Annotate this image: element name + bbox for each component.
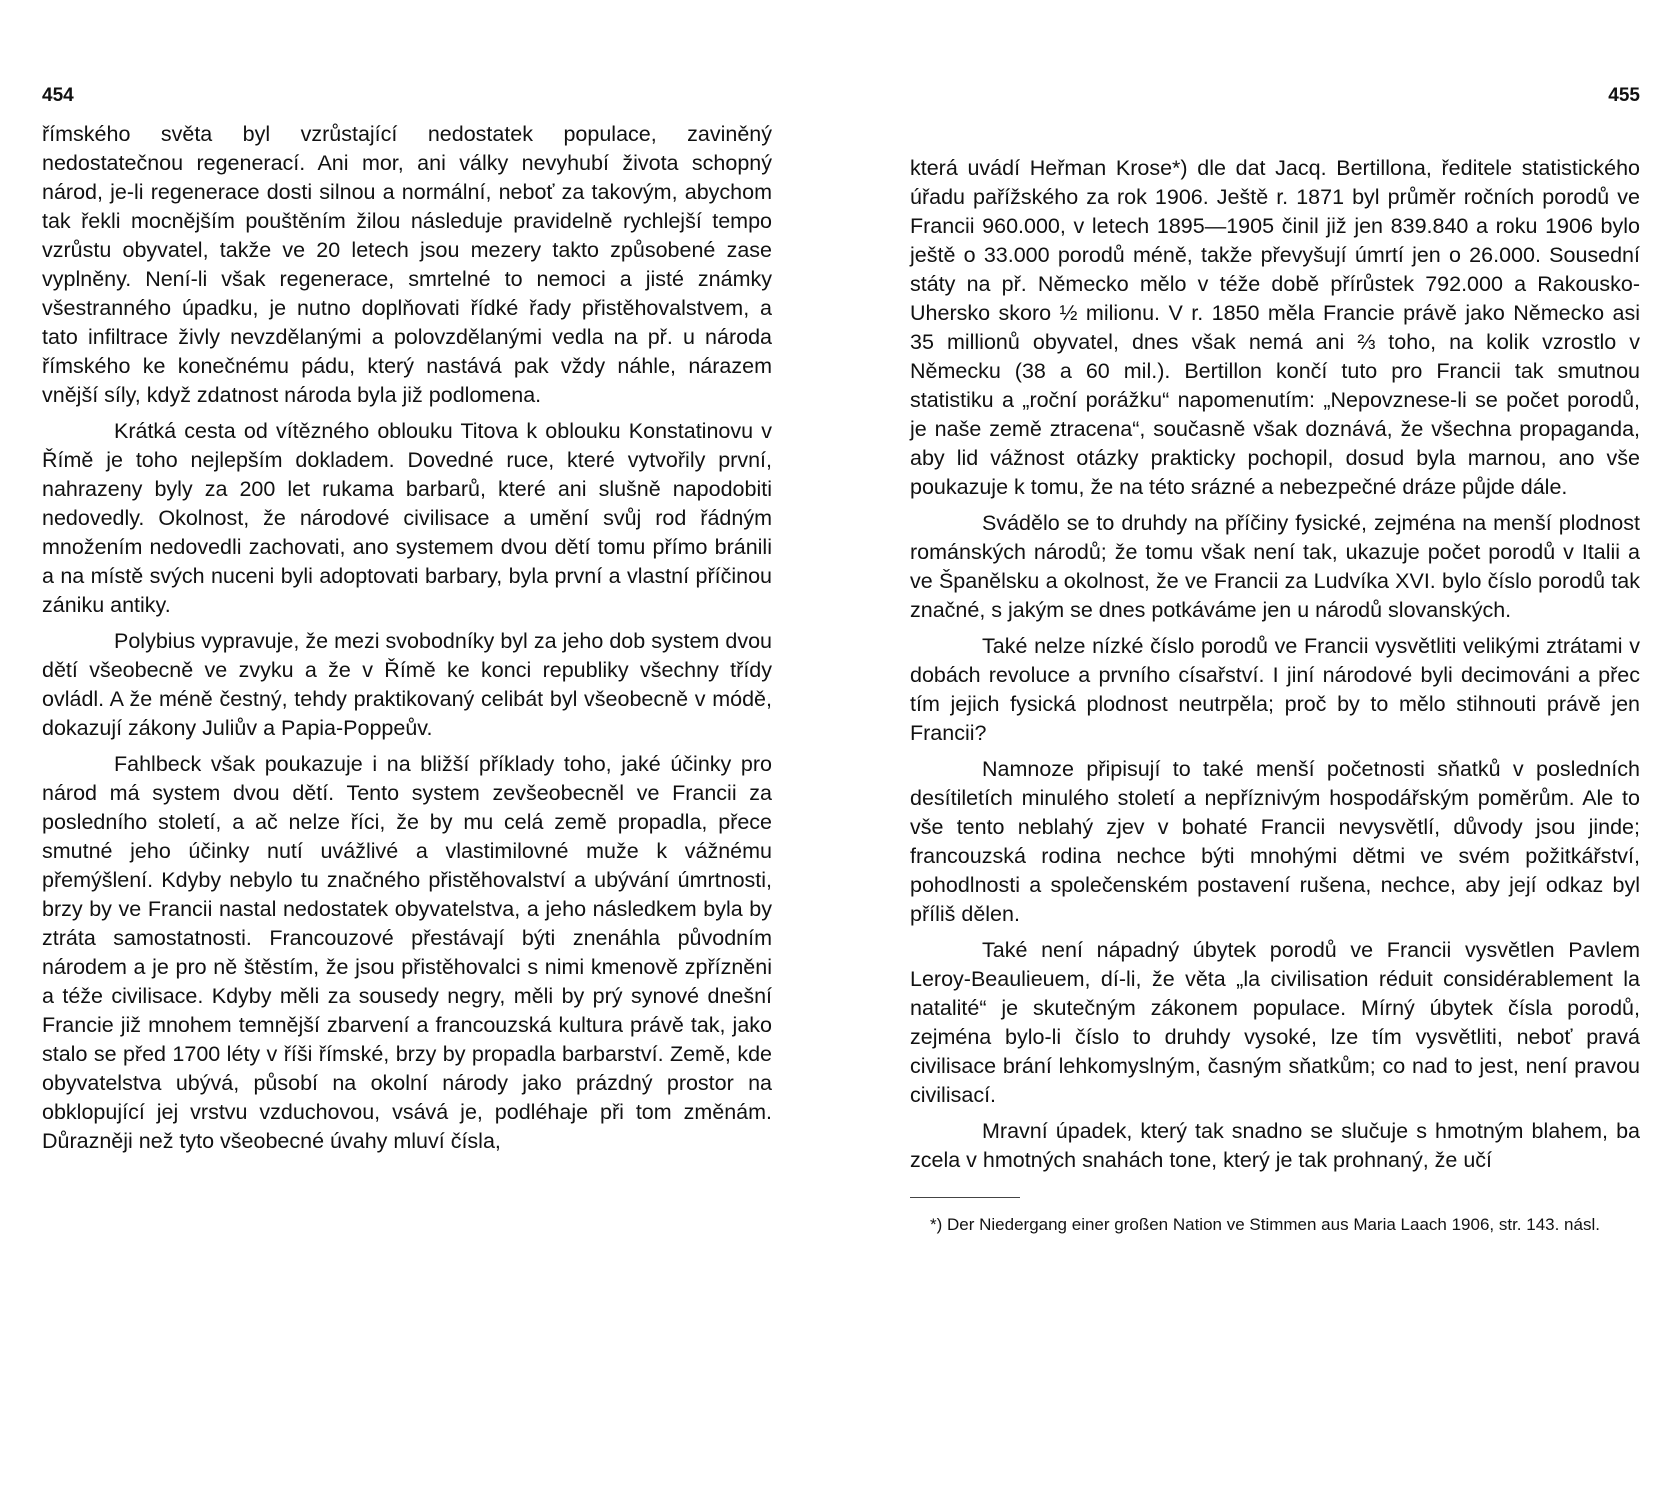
right-page: [910, 78, 1640, 1237]
paragraph: která uvádí Heřman Krose*) dle dat Jacq. Bertillona, ředitele statistického úřadu pařížského za rok 1906. Ještě r. 1871 byl průměr ročních porodů ve Francii 960.000, v letech 1895—1905 činil již jen 839.840 a roku 1906 bylo ještě o 33.000 porodů méně, takže převyšují úmrtí jen o 26.000. Sousední státy na př. Německo mělo v téže době přírůstek 792.000 a Rakousko-Uhersko skoro ½ milionu. V r. 1850 měla Francie právě jako Německo asi 35 millionů obyvatel, dnes však nemá ani ⅔ toho, na kolik vzrostlo v Německu (38 a 60 mil.). Bertillon končí tuto pro Francii tak smutnou statistiku a „roční porážku“ napomenutím: „Nepovznese-li se počet porodů, je naše země ztracena“, současně však doznává, že všechna propaganda, aby lid vážnost otázky prakticky pochopil, dosud byla marnou, ano vše poukazuje k tomu, že na této srázné a nebezpečné dráze půjde dále.: [910, 156, 1640, 499]
paragraph: Svádělo se to druhdy na příčiny fysické, zejména na menší plodnost románských národů; že tomu však není tak, ukazuje počet porodů v Italii a ve Španělsku a okolnost, že ve Francii za Ludvíka XVI. bylo číslo porodů tak značné, s jakým se dnes potkáváme jen u národů slovanských.: [910, 511, 1640, 622]
footnote-divider: [910, 1197, 1020, 1198]
paragraph: Mravní úpadek, který tak snadno se slučuje s hmotným blahem, ba zcela v hmotných snahách tone, který je tak prohnaný, že učí: [910, 1119, 1640, 1172]
paragraph: římského světa byl vzrůstající nedostatek populace, zaviněný nedostatečnou regenerací. Ani mor, ani války nevyhubí života schopný národ, je-li regenerace dosti silnou a normální, neboť za takovým, abychom tak řekli mocnějším pouštěním žilou následuje pravidelně rychlejší tempo vzrůstu obyvatel, takže ve 20 letech jsou mezery takto způsobené zase vyplněny. Není-li však regenerace, smrtelné to nemoci a jisté známky všestranného úpadku, je nutno doplňovati řídké řady přistěhovalstvem, a tato infiltrace živly nevzdělanými a polovzdělanými vedla na př. u národa římského ke konečnému pádu, který nastává pak vždy náhle, nárazem vnější síly, když zdatnost národa byla již podlomena.: [42, 122, 772, 407]
paragraph: Také není nápadný úbytek porodů ve Francii vysvětlen Pavlem Leroy-Beaulieuem, dí-li, že věta „la civilisation réduit considérablement la natalité“ je skutečným zákonem populace. Mírný úbytek čísla porodů, zejména bylo-li číslo to druhdy vysoké, lze tím vysvětliti, neboť pravá civilisace brání lehkomyslným, časným sňatkům; co nad to jest, není pravou civilisací.: [910, 938, 1640, 1107]
paragraph: Polybius vypravuje, že mezi svobodníky byl za jeho dob system dvou dětí všeobecně ve zvyku a že v Římě ke konci republiky všechny třídy ovládl. A že méně čestný, tehdy praktikovaný celibát byl všeobecně v módě, dokazují zákony Juliův a Papia-Poppeův.: [42, 629, 772, 740]
page-number: 455: [1608, 85, 1640, 106]
paragraph: Fahlbeck však poukazuje i na bližší příklady toho, jaké účinky pro národ má system dvou dětí. Tento system zevšeobecněl ve Francii za posledního století, a ač nelze říci, že by mu celá země propadla, přece smutné jeho účinky nutí uvážlivé a vlastimilovné muže k vážnému přemýšlení. Kdyby nebylo tu značného přistěhovalství a ubývání úmrtnosti, brzy by ve Francii nastal nedostatek obyvatelstva, a jeho následkem byla by ztráta samostatnosti. Francouzové přestávají býti znenáhla původním národem a je pro ně štěstím, že jsou přistěhovalci s nimi kmenově zpřízněni a téže civilisace. Kdyby měli za sousedy negry, měli by prý synové dnešní Francie již mnohem temnější zbarvení a francouzská kultura právě tak, jako stalo se před 1700 léty v říši římské, brzy by propadla barbarství. Země, kde obyvatelstva ubývá, působí na okolní národy jako prázdný prostor na obklopující jej vrstvu vzduchovou, vsává je, podléhaje při tom změnám. Důrazněji než tyto všeobecné úvahy mluví čísla,: [42, 752, 772, 1153]
page-body: [910, 154, 1640, 1175]
page-number: 454: [42, 85, 74, 106]
page-body: [42, 120, 772, 1156]
footnote: *) Der Niedergang einer großen Nation ve Stimmen aus Maria Laach 1906, str. 143. násl.: [930, 1215, 1600, 1234]
left-page: [42, 78, 772, 1163]
paragraph: Krátká cesta od vítězného oblouku Titova k oblouku Konstatinovu v Římě je toho nejlepším dokladem. Dovedné ruce, které vytvořily první, nahrazeny byly za 200 let rukama barbarů, které ani slušně napodobiti nedovedly. Okolnost, že národové civilisace a umění svůj rod řádným množením nedovedli zachovati, ano systemem dvou dětí tomu přímo bránili a na místě svých nuceni byli adoptovati barbary, byla první a vlastní příčinou zániku antiky.: [42, 419, 772, 617]
paragraph: Namnoze připisují to také menší početnosti sňatků v posledních desítiletích minulého století a nepříznivým hospodářským poměrům. Ale to vše tento neblahý zjev v bohaté Francii nevysvětlí, důvody jsou jinde; francouzská rodina nechce býti mnohými dětmi ve svém požitkářství, pohodlnosti a společenském postavení rušena, nechce, aby její odkaz byl příliš dělen.: [910, 757, 1640, 926]
paragraph: Také nelze nízké číslo porodů ve Francii vysvětliti velikými ztrátami v dobách revoluce a prvního císařství. I jiní národové byli decimováni a přec tím jejich fysická plodnost neutrpěla; proč by to mělo stihnouti právě jen Francii?: [910, 634, 1640, 745]
